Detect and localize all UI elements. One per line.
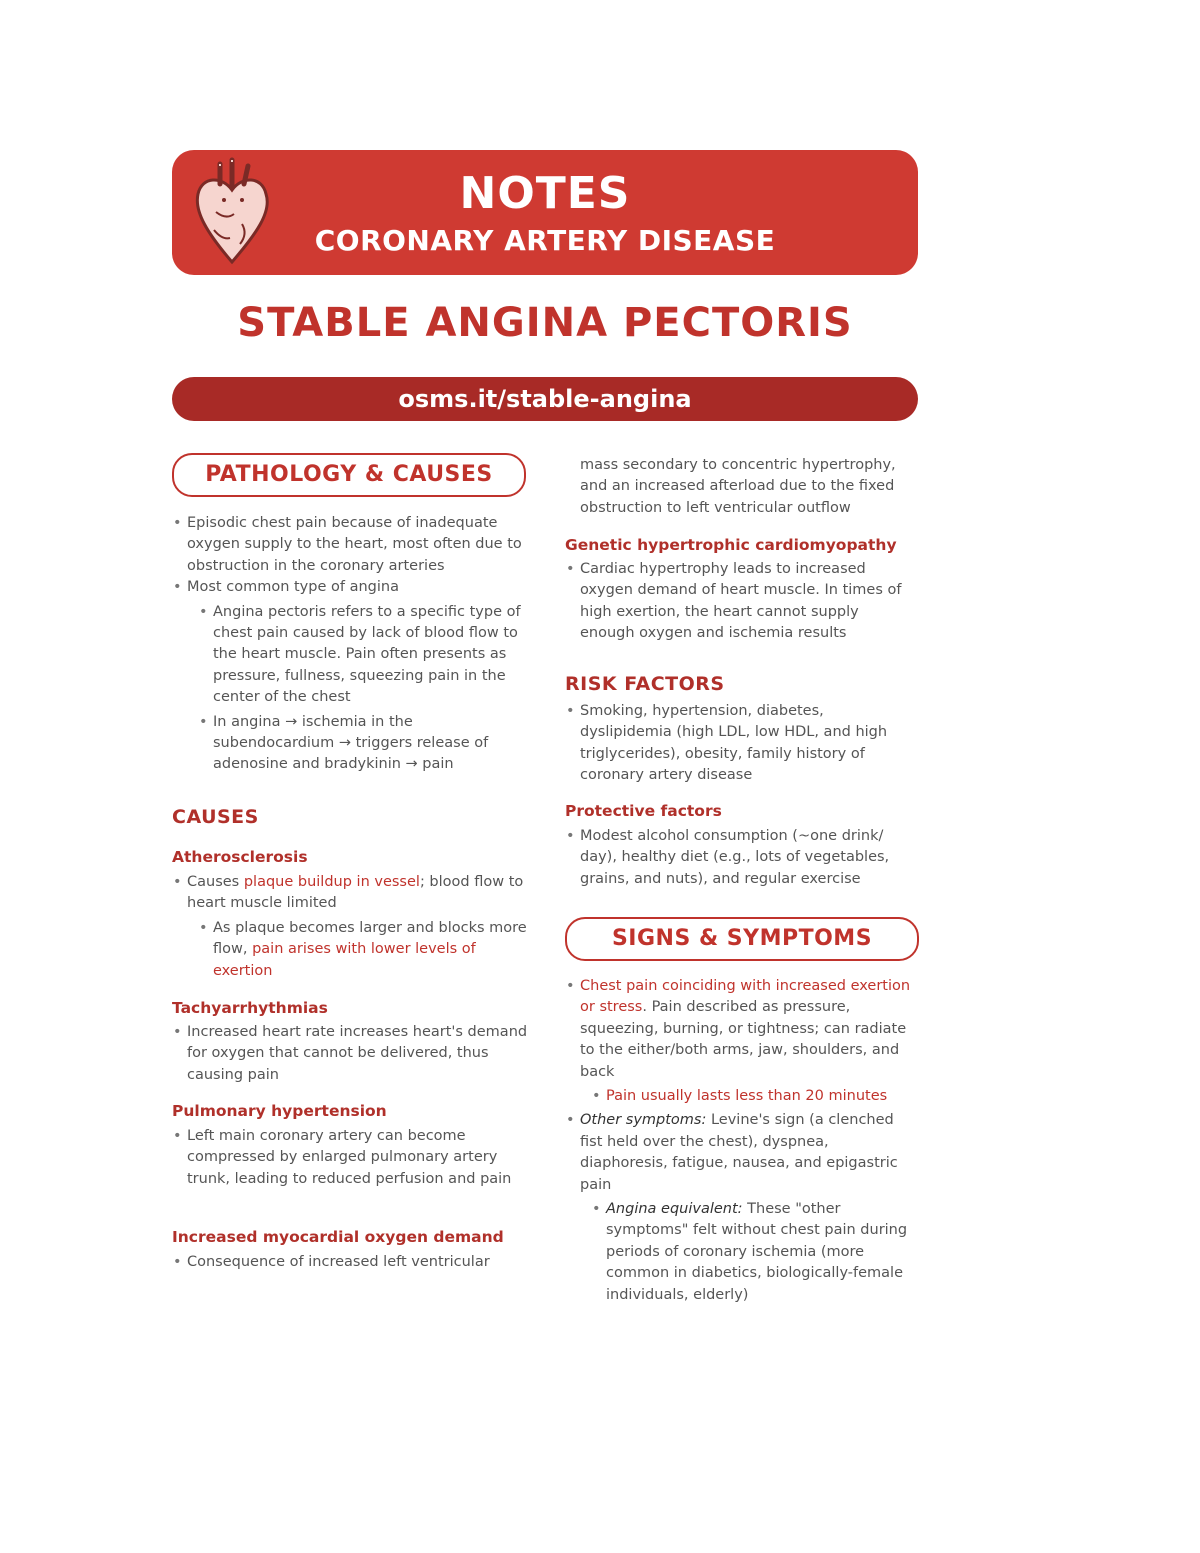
list-item: • Smoking, hypertension, diabetes, dyslipidemia (high LDL, low HDL, and high triglycerides), obesity, family history of coronary artery disease <box>565 701 917 787</box>
list-item-continued: mass secondary to concentric hypertrophy, and an increased afterload due to the fixed obstruction to left ventricular outflow <box>580 457 896 516</box>
heart-icon <box>186 154 278 270</box>
hcm-heading: Genetic hypertrophic cardiomyopathy <box>565 536 897 554</box>
topic-title: CORONARY ARTERY DISEASE <box>314 224 776 257</box>
list-item: • Cardiac hypertrophy leads to increased oxygen demand of heart muscle. In times of high exertion, the heart cannot supply enough oxygen and ischemia results <box>565 559 917 645</box>
list-item: • Causes plaque buildup in vessel; blood flow to heart muscle limited <box>172 872 532 915</box>
pulmonary-hypertension-heading: Pulmonary hypertension <box>172 1102 387 1120</box>
list-item: • Modest alcohol consumption (~one drink/ day), healthy diet (e.g., lots of vegetables, grains, and nuts), and regular exercise <box>565 826 917 890</box>
list-item: • Left main coronary artery can become compressed by enlarged pulmonary artery trunk, leading to reduced perfusion and pain <box>172 1126 532 1190</box>
pulmonary-hypertension-list <box>172 1126 532 1190</box>
list-item: • Increased heart rate increases heart's demand for oxygen that cannot be delivered, thus causing pain <box>172 1022 532 1086</box>
tachyarrhythmias-list <box>172 1022 532 1086</box>
myocardial-demand-list <box>172 1252 532 1273</box>
atherosclerosis-list <box>172 872 532 982</box>
atherosclerosis-heading: Atherosclerosis <box>172 848 308 866</box>
myocardial-demand-heading: Increased myocardial oxygen demand <box>172 1228 504 1246</box>
page-title: STABLE ANGINA PECTORIS <box>237 300 853 346</box>
list-item: • Consequence of increased left ventricular <box>172 1252 532 1273</box>
risk-factors-list <box>565 701 917 787</box>
pathology-list <box>172 513 532 776</box>
header-banner <box>172 150 918 275</box>
url-bar <box>172 377 918 421</box>
causes-heading: CAUSES <box>172 806 259 828</box>
list-item: • In angina → ischemia in the subendocardium → triggers release of adenosine and bradykinin → pain <box>172 712 532 776</box>
list-item: • Other symptoms: Levine's sign (a clenched fist held over the chest), dyspnea, diaphoresis, fatigue, nausea, and epigastric pain <box>565 1110 917 1196</box>
list-item: • Pain usually lasts less than 20 minutes <box>565 1086 917 1107</box>
signs-symptoms-list <box>565 976 917 1306</box>
list-item: • Angina equivalent: These "other symptoms" felt without chest pain during periods of coronary ischemia (more common in diabetics, biologically-female individuals, elderly) <box>565 1199 917 1306</box>
hcm-list <box>565 559 917 645</box>
notes-label: NOTES <box>459 168 631 219</box>
list-item: • Episodic chest pain because of inadequate oxygen supply to the heart, most often due to obstruction in the coronary arteries <box>172 513 532 577</box>
url-link[interactable]: osms.it/stable-angina <box>398 385 692 413</box>
tachyarrhythmias-heading: Tachyarrhythmias <box>172 999 328 1017</box>
list-item: • Chest pain coinciding with increased exertion or stress. Pain described as pressure, squeezing, burning, or tightness; can radiate to the either/both arms, jaw, shoulders, and back <box>565 976 917 1083</box>
signs-symptoms-heading: SIGNS & SYMPTOMS <box>565 917 919 961</box>
list-item: • Angina pectoris refers to a specific type of chest pain caused by lack of blood flow to the heart muscle. Pain often presents as pressure, fullness, squeezing pain in the center of the chest <box>172 602 532 709</box>
pathology-heading: PATHOLOGY & CAUSES <box>172 453 526 497</box>
protective-factors-heading: Protective factors <box>565 802 722 820</box>
list-item: • Most common type of angina <box>172 577 532 598</box>
myocardial-demand-continued <box>565 455 917 519</box>
protective-factors-list <box>565 826 917 890</box>
risk-factors-heading: RISK FACTORS <box>565 673 725 695</box>
list-item: • As plaque becomes larger and blocks more flow, pain arises with lower levels of exertion <box>172 918 532 982</box>
